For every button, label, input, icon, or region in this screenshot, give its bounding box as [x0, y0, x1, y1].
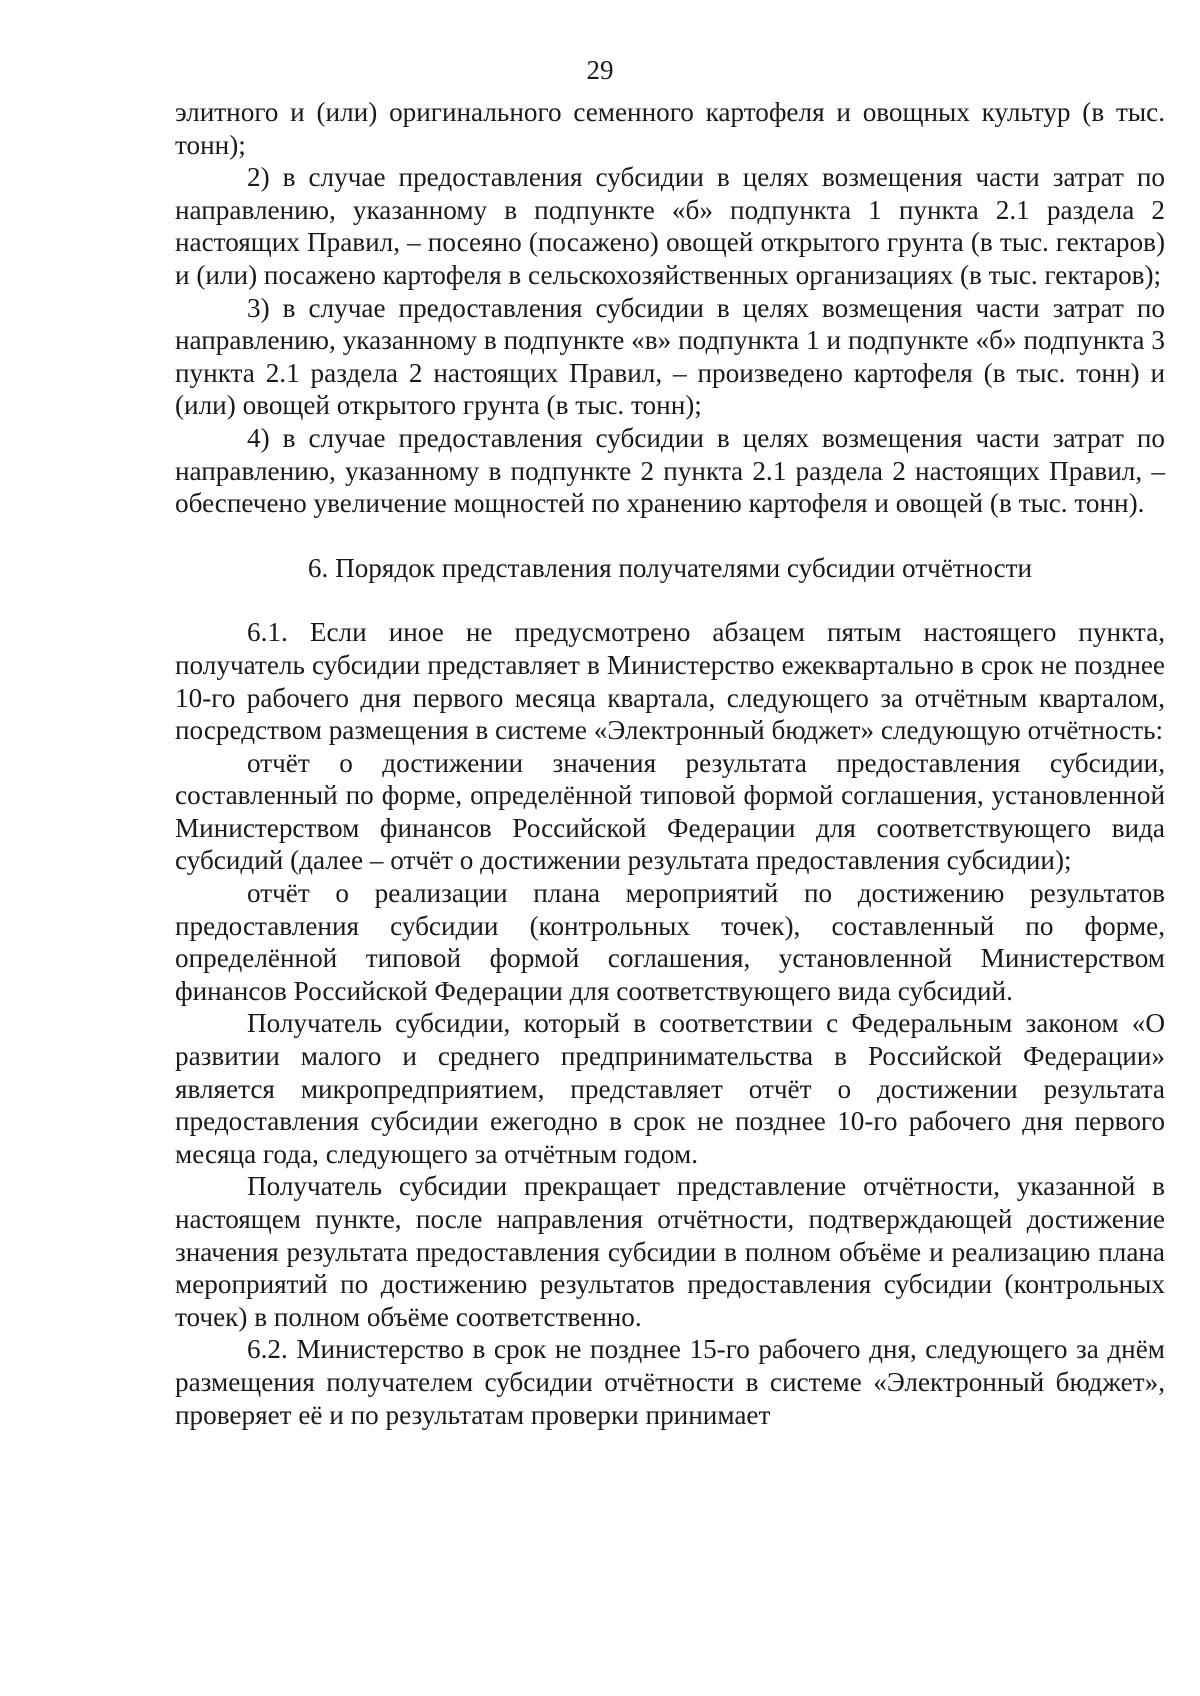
paragraph-continuation: элитного и (или) оригинального семенного картофеля и овощных культур (в тыс. тонн);	[175, 97, 1165, 160]
paragraph-report-result: отчёт о достижении значения результата предоставления субсидии, составленный по форме, определённой типовой формой соглашения, установленной Министерством финансов Российской Федерации для соответствующего вида субсидий (далее – отчёт о достижении результата предоставления субсидии);	[175, 747, 1165, 876]
paragraph-item-3: 3) в случае предоставления субсидии в целях возмещения части затрат по направлению, указанному в подпункте «в» подпункта 1 и подпункте «б» подпункта 3 пункта 2.1 раздела 2 настоящих Правил, – произведено картофеля (в тыс. тонн) и (или) овощей открытого грунта (в тыс. тонн);	[175, 292, 1165, 421]
page-number: 29	[586, 55, 614, 85]
paragraph-termination: Получатель субсидии прекращает представление отчётности, указанной в настоящем пункте, после направления отчётности, подтверждающей достижение значения результата предоставления субсидии в полном объёме и реализацию плана мероприятий по достижению результатов предоставления субсидии (контрольных точек) в полном объёме соответственно.	[175, 1171, 1165, 1332]
paragraph-6-1: 6.1. Если иное не предусмотрено абзацем пятым настоящего пункта, получатель субсидии представляет в Министерство ежеквартально в срок не позднее 10-го рабочего дня первого месяца квартала, следующего за отчётным кварталом, посредством размещения в системе «Электронный бюджет» следующую отчётность:	[175, 617, 1165, 746]
spacer	[175, 584, 1165, 616]
paragraph-report-plan: отчёт о реализации плана мероприятий по достижению результатов предоставления субсидии (контрольных точек), составленный по форме, определённой типовой формой соглашения, установленной Министерством финансов Российской Федерации для соответствующего вида субсидий.	[175, 878, 1165, 1006]
paragraph-item-4: 4) в случае предоставления субсидии в целях возмещения части затрат по направлению, указанному в подпункте 2 пункта 2.1 раздела 2 настоящих Правил, – обеспечено увеличение мощностей по хранению картофеля и овощей (в тыс. тонн).	[175, 422, 1165, 519]
paragraph-6-2: 6.2. Министерство в срок не позднее 15-го рабочего дня, следующего за днём размещения получателем субсидии отчётности в системе «Электронный бюджет», проверяет её и по результатам проверки принимает	[175, 1334, 1165, 1430]
paragraph-microenterprise: Получатель субсидии, который в соответствии с Федеральным законом «О развитии малого и среднего предпринимательства в Российской Федерации» является микропредприятием, представляет отчёт о достижении результата предоставления субсидии ежегодно в срок не позднее 10-го рабочего дня первого месяца года, следующего за отчётным годом.	[175, 1008, 1165, 1169]
section-heading: 6. Порядок представления получателями субсидии отчётности	[307, 552, 1033, 583]
document-body	[175, 96, 1165, 1431]
spacer	[175, 520, 1165, 552]
paragraph-item-2: 2) в случае предоставления субсидии в целях возмещения части затрат по направлению, указанному в подпункте «б» подпункта 1 пункта 2.1 раздела 2 настоящих Правил, – посеяно (посажено) овощей открытого грунта (в тыс. гектаров) и (или) посажено картофеля в сельскохозяйственных организациях (в тыс. гектаров);	[175, 162, 1165, 290]
